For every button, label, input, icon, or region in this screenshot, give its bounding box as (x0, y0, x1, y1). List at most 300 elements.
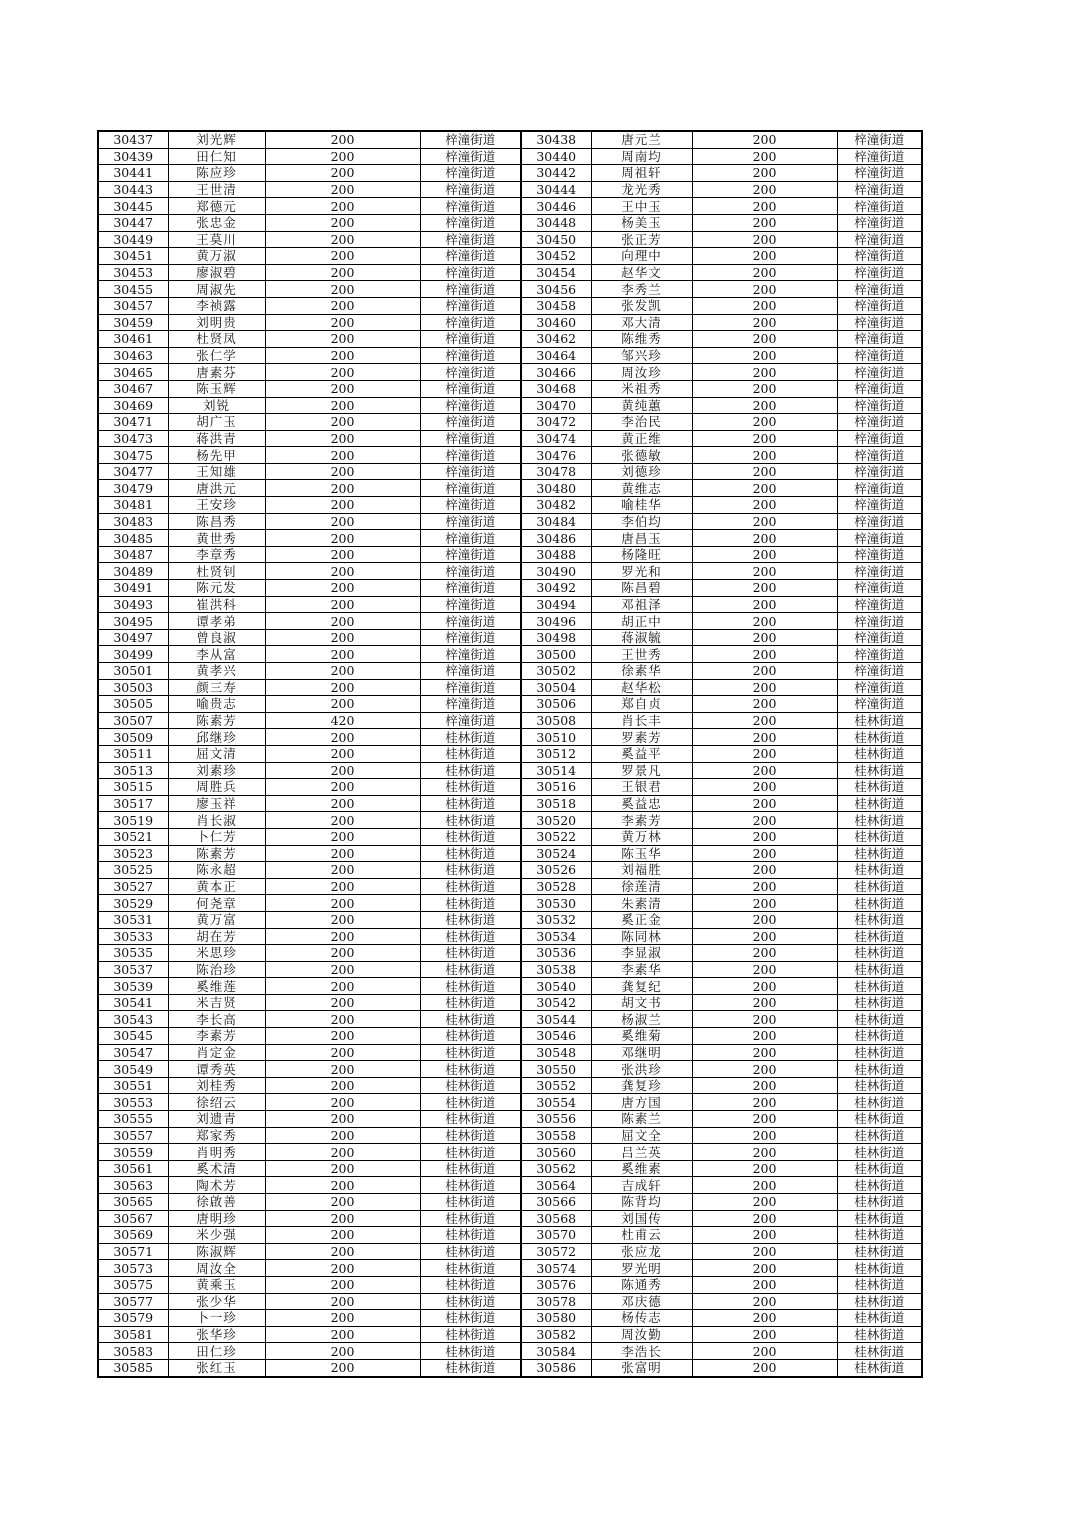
name-cell: 周汝勤 (591, 1326, 692, 1343)
amount-cell: 200 (265, 895, 420, 912)
subdistrict-cell: 桂林街道 (420, 828, 521, 845)
amount-cell: 200 (265, 629, 420, 646)
name-cell: 张富明 (591, 1359, 692, 1376)
name-cell: 李祯露 (168, 297, 265, 314)
name-cell: 胡正中 (591, 613, 692, 630)
amount-cell: 200 (265, 1077, 420, 1094)
table-row (98, 911, 922, 928)
id-cell: 30577 (98, 1293, 168, 1310)
name-cell: 刘桂秀 (168, 1077, 265, 1094)
amount-cell: 200 (265, 994, 420, 1011)
name-cell: 张仁学 (168, 347, 265, 364)
subdistrict-cell: 梓潼街道 (420, 580, 521, 597)
name-cell: 米吉贤 (168, 994, 265, 1011)
subdistrict-cell: 桂林街道 (837, 961, 922, 978)
name-cell: 罗景凡 (591, 762, 692, 779)
id-cell: 30531 (98, 911, 168, 928)
table-row (98, 1260, 922, 1277)
table-row (98, 165, 922, 182)
subdistrict-cell: 梓潼街道 (837, 596, 922, 613)
subdistrict-cell: 梓潼街道 (420, 596, 521, 613)
id-cell: 30559 (98, 1144, 168, 1161)
amount-cell: 200 (265, 928, 420, 945)
id-cell: 30513 (98, 762, 168, 779)
table-row (98, 1111, 922, 1128)
table-row (98, 1127, 922, 1144)
amount-cell: 200 (265, 812, 420, 829)
name-cell: 陈元发 (168, 580, 265, 597)
subdistrict-cell: 梓潼街道 (837, 497, 922, 514)
name-cell: 黄本正 (168, 878, 265, 895)
amount-cell: 200 (692, 1077, 837, 1094)
subdistrict-cell: 桂林街道 (837, 729, 922, 746)
id-cell: 30444 (521, 181, 591, 198)
subdistrict-cell: 梓潼街道 (420, 214, 521, 231)
id-cell: 30499 (98, 646, 168, 663)
amount-cell: 200 (692, 397, 837, 414)
table-row (98, 1061, 922, 1078)
subdistrict-cell: 梓潼街道 (837, 248, 922, 265)
subdistrict-cell: 梓潼街道 (837, 696, 922, 713)
subdistrict-cell: 梓潼街道 (837, 646, 922, 663)
name-cell: 卜仁芳 (168, 828, 265, 845)
amount-cell: 200 (265, 1144, 420, 1161)
name-cell: 黄正维 (591, 430, 692, 447)
subdistrict-cell: 桂林街道 (420, 795, 521, 812)
id-cell: 30452 (521, 248, 591, 265)
name-cell: 奚术清 (168, 1160, 265, 1177)
subdistrict-cell: 梓潼街道 (837, 463, 922, 480)
id-cell: 30472 (521, 414, 591, 431)
name-cell: 刘素珍 (168, 762, 265, 779)
amount-cell: 200 (692, 447, 837, 464)
table-row (98, 214, 922, 231)
name-cell: 王安珍 (168, 497, 265, 514)
name-cell: 陈昌秀 (168, 513, 265, 530)
id-cell: 30441 (98, 165, 168, 182)
name-cell: 廖玉祥 (168, 795, 265, 812)
id-cell: 30520 (521, 812, 591, 829)
name-cell: 陈玉辉 (168, 380, 265, 397)
id-cell: 30460 (521, 314, 591, 331)
name-cell: 陈应珍 (168, 165, 265, 182)
amount-cell: 200 (692, 1028, 837, 1045)
subdistrict-cell: 桂林街道 (420, 1127, 521, 1144)
subdistrict-cell: 梓潼街道 (420, 248, 521, 265)
name-cell: 陈通秀 (591, 1276, 692, 1293)
id-cell: 30584 (521, 1343, 591, 1360)
subdistrict-cell: 桂林街道 (837, 1243, 922, 1260)
subdistrict-cell: 梓潼街道 (420, 231, 521, 248)
id-cell: 30578 (521, 1293, 591, 1310)
id-cell: 30453 (98, 264, 168, 281)
subdistrict-cell: 桂林街道 (420, 762, 521, 779)
amount-cell: 200 (265, 663, 420, 680)
id-cell: 30586 (521, 1359, 591, 1376)
subdistrict-cell: 桂林街道 (837, 1194, 922, 1211)
subdistrict-cell: 桂林街道 (837, 1326, 922, 1343)
table-row (98, 198, 922, 215)
table-row (98, 331, 922, 348)
subdistrict-cell: 梓潼街道 (837, 148, 922, 165)
amount-cell: 200 (692, 297, 837, 314)
roster-table (97, 130, 923, 1378)
amount-cell: 200 (265, 1326, 420, 1343)
amount-cell: 200 (265, 978, 420, 995)
subdistrict-cell: 梓潼街道 (837, 546, 922, 563)
amount-cell: 200 (692, 646, 837, 663)
subdistrict-cell: 梓潼街道 (837, 181, 922, 198)
subdistrict-cell: 桂林街道 (837, 1011, 922, 1028)
subdistrict-cell: 桂林街道 (837, 878, 922, 895)
subdistrict-cell: 梓潼街道 (420, 480, 521, 497)
name-cell: 李伯均 (591, 513, 692, 530)
amount-cell: 200 (692, 1194, 837, 1211)
amount-cell: 200 (265, 248, 420, 265)
subdistrict-cell: 梓潼街道 (837, 679, 922, 696)
id-cell: 30493 (98, 596, 168, 613)
name-cell: 陈治珍 (168, 961, 265, 978)
subdistrict-cell: 梓潼街道 (420, 513, 521, 530)
subdistrict-cell: 梓潼街道 (420, 696, 521, 713)
id-cell: 30455 (98, 281, 168, 298)
table-row (98, 1243, 922, 1260)
id-cell: 30553 (98, 1094, 168, 1111)
id-cell: 30529 (98, 895, 168, 912)
subdistrict-cell: 桂林街道 (837, 1293, 922, 1310)
amount-cell: 200 (265, 729, 420, 746)
name-cell: 李素芳 (591, 812, 692, 829)
subdistrict-cell: 桂林街道 (420, 1044, 521, 1061)
table-row (98, 563, 922, 580)
amount-cell: 200 (265, 596, 420, 613)
id-cell: 30560 (521, 1144, 591, 1161)
amount-cell: 200 (692, 812, 837, 829)
name-cell: 龚复纪 (591, 978, 692, 995)
name-cell: 唐明珍 (168, 1210, 265, 1227)
id-cell: 30476 (521, 447, 591, 464)
subdistrict-cell: 桂林街道 (837, 1127, 922, 1144)
table-row (98, 613, 922, 630)
table-row (98, 347, 922, 364)
amount-cell: 200 (692, 1094, 837, 1111)
id-cell: 30522 (521, 828, 591, 845)
amount-cell: 200 (692, 430, 837, 447)
name-cell: 李秀兰 (591, 281, 692, 298)
id-cell: 30526 (521, 862, 591, 879)
name-cell: 廖淑碧 (168, 264, 265, 281)
name-cell: 唐方国 (591, 1094, 692, 1111)
subdistrict-cell: 桂林街道 (420, 1028, 521, 1045)
subdistrict-cell: 梓潼街道 (837, 331, 922, 348)
name-cell: 张正芳 (591, 231, 692, 248)
id-cell: 30502 (521, 663, 591, 680)
subdistrict-cell: 梓潼街道 (837, 663, 922, 680)
amount-cell: 200 (265, 397, 420, 414)
id-cell: 30459 (98, 314, 168, 331)
name-cell: 王知雄 (168, 463, 265, 480)
id-cell: 30470 (521, 397, 591, 414)
subdistrict-cell: 梓潼街道 (837, 447, 922, 464)
subdistrict-cell: 桂林街道 (837, 862, 922, 879)
subdistrict-cell: 桂林街道 (837, 1276, 922, 1293)
id-cell: 30446 (521, 198, 591, 215)
id-cell: 30487 (98, 546, 168, 563)
amount-cell: 200 (692, 1177, 837, 1194)
subdistrict-cell: 桂林街道 (837, 1343, 922, 1360)
id-cell: 30558 (521, 1127, 591, 1144)
id-cell: 30469 (98, 397, 168, 414)
subdistrict-cell: 梓潼街道 (420, 297, 521, 314)
name-cell: 李素芳 (168, 1028, 265, 1045)
id-cell: 30573 (98, 1260, 168, 1277)
name-cell: 邓大清 (591, 314, 692, 331)
id-cell: 30456 (521, 281, 591, 298)
subdistrict-cell: 梓潼街道 (420, 281, 521, 298)
subdistrict-cell: 梓潼街道 (420, 530, 521, 547)
subdistrict-cell: 桂林街道 (837, 1111, 922, 1128)
amount-cell: 200 (692, 679, 837, 696)
subdistrict-cell: 梓潼街道 (420, 364, 521, 381)
id-cell: 30543 (98, 1011, 168, 1028)
amount-cell: 200 (265, 264, 420, 281)
subdistrict-cell: 桂林街道 (837, 712, 922, 729)
amount-cell: 200 (265, 1111, 420, 1128)
amount-cell: 200 (265, 1094, 420, 1111)
id-cell: 30544 (521, 1011, 591, 1028)
subdistrict-cell: 梓潼街道 (420, 447, 521, 464)
table-row (98, 314, 922, 331)
id-cell: 30528 (521, 878, 591, 895)
id-cell: 30571 (98, 1243, 168, 1260)
table-row (98, 447, 922, 464)
id-cell: 30508 (521, 712, 591, 729)
id-cell: 30489 (98, 563, 168, 580)
subdistrict-cell: 桂林街道 (420, 1243, 521, 1260)
amount-cell: 200 (692, 1310, 837, 1327)
table-row (98, 148, 922, 165)
name-cell: 周汝全 (168, 1260, 265, 1277)
id-cell: 30479 (98, 480, 168, 497)
table-row (98, 945, 922, 962)
name-cell: 邓庆德 (591, 1293, 692, 1310)
amount-cell: 200 (265, 1028, 420, 1045)
amount-cell: 200 (692, 945, 837, 962)
name-cell: 郑家秀 (168, 1127, 265, 1144)
table-row (98, 1194, 922, 1211)
name-cell: 黄万淑 (168, 248, 265, 265)
id-cell: 30562 (521, 1160, 591, 1177)
table-row (98, 1343, 922, 1360)
subdistrict-cell: 梓潼街道 (420, 613, 521, 630)
subdistrict-cell: 梓潼街道 (837, 314, 922, 331)
amount-cell: 200 (692, 629, 837, 646)
table-row (98, 1044, 922, 1061)
amount-cell: 200 (265, 762, 420, 779)
subdistrict-cell: 梓潼街道 (837, 380, 922, 397)
name-cell: 陈永超 (168, 862, 265, 879)
amount-cell: 200 (692, 181, 837, 198)
amount-cell: 200 (692, 911, 837, 928)
amount-cell: 200 (692, 696, 837, 713)
subdistrict-cell: 梓潼街道 (837, 198, 922, 215)
subdistrict-cell: 梓潼街道 (837, 563, 922, 580)
amount-cell: 200 (692, 198, 837, 215)
id-cell: 30505 (98, 696, 168, 713)
subdistrict-cell: 梓潼街道 (420, 629, 521, 646)
amount-cell: 200 (265, 364, 420, 381)
amount-cell: 200 (265, 281, 420, 298)
name-cell: 杨淑兰 (591, 1011, 692, 1028)
table-row (98, 712, 922, 729)
subdistrict-cell: 梓潼街道 (420, 148, 521, 165)
subdistrict-cell: 桂林街道 (420, 1111, 521, 1128)
table-row (98, 1144, 922, 1161)
amount-cell: 200 (265, 845, 420, 862)
id-cell: 30554 (521, 1094, 591, 1111)
amount-cell: 200 (692, 414, 837, 431)
subdistrict-cell: 桂林街道 (420, 1343, 521, 1360)
id-cell: 30566 (521, 1194, 591, 1211)
name-cell: 郑德元 (168, 198, 265, 215)
amount-cell: 200 (265, 563, 420, 580)
amount-cell: 200 (692, 1227, 837, 1244)
name-cell: 李显淑 (591, 945, 692, 962)
id-cell: 30546 (521, 1028, 591, 1045)
amount-cell: 200 (692, 1044, 837, 1061)
subdistrict-cell: 桂林街道 (420, 878, 521, 895)
id-cell: 30488 (521, 546, 591, 563)
amount-cell: 200 (265, 414, 420, 431)
amount-cell: 200 (692, 1293, 837, 1310)
table-row (98, 397, 922, 414)
name-cell: 卜一珍 (168, 1310, 265, 1327)
id-cell: 30445 (98, 198, 168, 215)
name-cell: 肖长淑 (168, 812, 265, 829)
amount-cell: 200 (265, 1061, 420, 1078)
subdistrict-cell: 梓潼街道 (420, 663, 521, 680)
name-cell: 何尧章 (168, 895, 265, 912)
name-cell: 黄世秀 (168, 530, 265, 547)
subdistrict-cell: 梓潼街道 (420, 546, 521, 563)
id-cell: 30483 (98, 513, 168, 530)
id-cell: 30563 (98, 1177, 168, 1194)
amount-cell: 200 (265, 430, 420, 447)
id-cell: 30575 (98, 1276, 168, 1293)
id-cell: 30442 (521, 165, 591, 182)
table-row (98, 1177, 922, 1194)
subdistrict-cell: 桂林街道 (837, 1144, 922, 1161)
name-cell: 米祖秀 (591, 380, 692, 397)
id-cell: 30552 (521, 1077, 591, 1094)
id-cell: 30462 (521, 331, 591, 348)
id-cell: 30449 (98, 231, 168, 248)
amount-cell: 200 (692, 165, 837, 182)
name-cell: 胡在芳 (168, 928, 265, 945)
amount-cell: 200 (265, 828, 420, 845)
amount-cell: 200 (692, 546, 837, 563)
amount-cell: 200 (692, 1011, 837, 1028)
name-cell: 郑自贞 (591, 696, 692, 713)
amount-cell: 200 (265, 546, 420, 563)
id-cell: 30440 (521, 148, 591, 165)
amount-cell: 200 (265, 198, 420, 215)
subdistrict-cell: 梓潼街道 (837, 629, 922, 646)
id-cell: 30570 (521, 1227, 591, 1244)
table-row (98, 878, 922, 895)
name-cell: 罗光和 (591, 563, 692, 580)
name-cell: 向理中 (591, 248, 692, 265)
amount-cell: 200 (692, 1160, 837, 1177)
id-cell: 30548 (521, 1044, 591, 1061)
amount-cell: 200 (265, 1343, 420, 1360)
table-row (98, 795, 922, 812)
subdistrict-cell: 桂林街道 (837, 845, 922, 862)
amount-cell: 200 (265, 131, 420, 148)
subdistrict-cell: 桂林街道 (837, 1227, 922, 1244)
amount-cell: 200 (265, 696, 420, 713)
subdistrict-cell: 梓潼街道 (837, 613, 922, 630)
id-cell: 30517 (98, 795, 168, 812)
name-cell: 徐素华 (591, 663, 692, 680)
table-row (98, 978, 922, 995)
amount-cell: 200 (692, 745, 837, 762)
name-cell: 谭秀英 (168, 1061, 265, 1078)
subdistrict-cell: 桂林街道 (420, 1293, 521, 1310)
subdistrict-cell: 桂林街道 (420, 1210, 521, 1227)
subdistrict-cell: 桂林街道 (420, 1094, 521, 1111)
subdistrict-cell: 梓潼街道 (837, 513, 922, 530)
amount-cell: 200 (265, 1227, 420, 1244)
id-cell: 30492 (521, 580, 591, 597)
id-cell: 30565 (98, 1194, 168, 1211)
amount-cell: 200 (265, 679, 420, 696)
amount-cell: 200 (692, 281, 837, 298)
amount-cell: 200 (692, 463, 837, 480)
id-cell: 30500 (521, 646, 591, 663)
subdistrict-cell: 桂林街道 (837, 1061, 922, 1078)
name-cell: 陈维秀 (591, 331, 692, 348)
subdistrict-cell: 桂林街道 (420, 1310, 521, 1327)
subdistrict-cell: 梓潼街道 (837, 347, 922, 364)
subdistrict-cell: 桂林街道 (837, 895, 922, 912)
name-cell: 黄万林 (591, 828, 692, 845)
name-cell: 唐元兰 (591, 131, 692, 148)
subdistrict-cell: 梓潼街道 (837, 281, 922, 298)
id-cell: 30512 (521, 745, 591, 762)
amount-cell: 200 (692, 314, 837, 331)
name-cell: 黄乘玉 (168, 1276, 265, 1293)
name-cell: 黄维志 (591, 480, 692, 497)
id-cell: 30532 (521, 911, 591, 928)
amount-cell: 200 (692, 862, 837, 879)
amount-cell: 200 (692, 712, 837, 729)
id-cell: 30527 (98, 878, 168, 895)
id-cell: 30523 (98, 845, 168, 862)
name-cell: 龚复珍 (591, 1077, 692, 1094)
id-cell: 30486 (521, 530, 591, 547)
subdistrict-cell: 桂林街道 (420, 1077, 521, 1094)
subdistrict-cell: 桂林街道 (837, 978, 922, 995)
amount-cell: 200 (692, 961, 837, 978)
amount-cell: 200 (692, 364, 837, 381)
name-cell: 张忠金 (168, 214, 265, 231)
id-cell: 30518 (521, 795, 591, 812)
table-row (98, 181, 922, 198)
subdistrict-cell: 梓潼街道 (837, 264, 922, 281)
amount-cell: 200 (265, 646, 420, 663)
id-cell: 30465 (98, 364, 168, 381)
